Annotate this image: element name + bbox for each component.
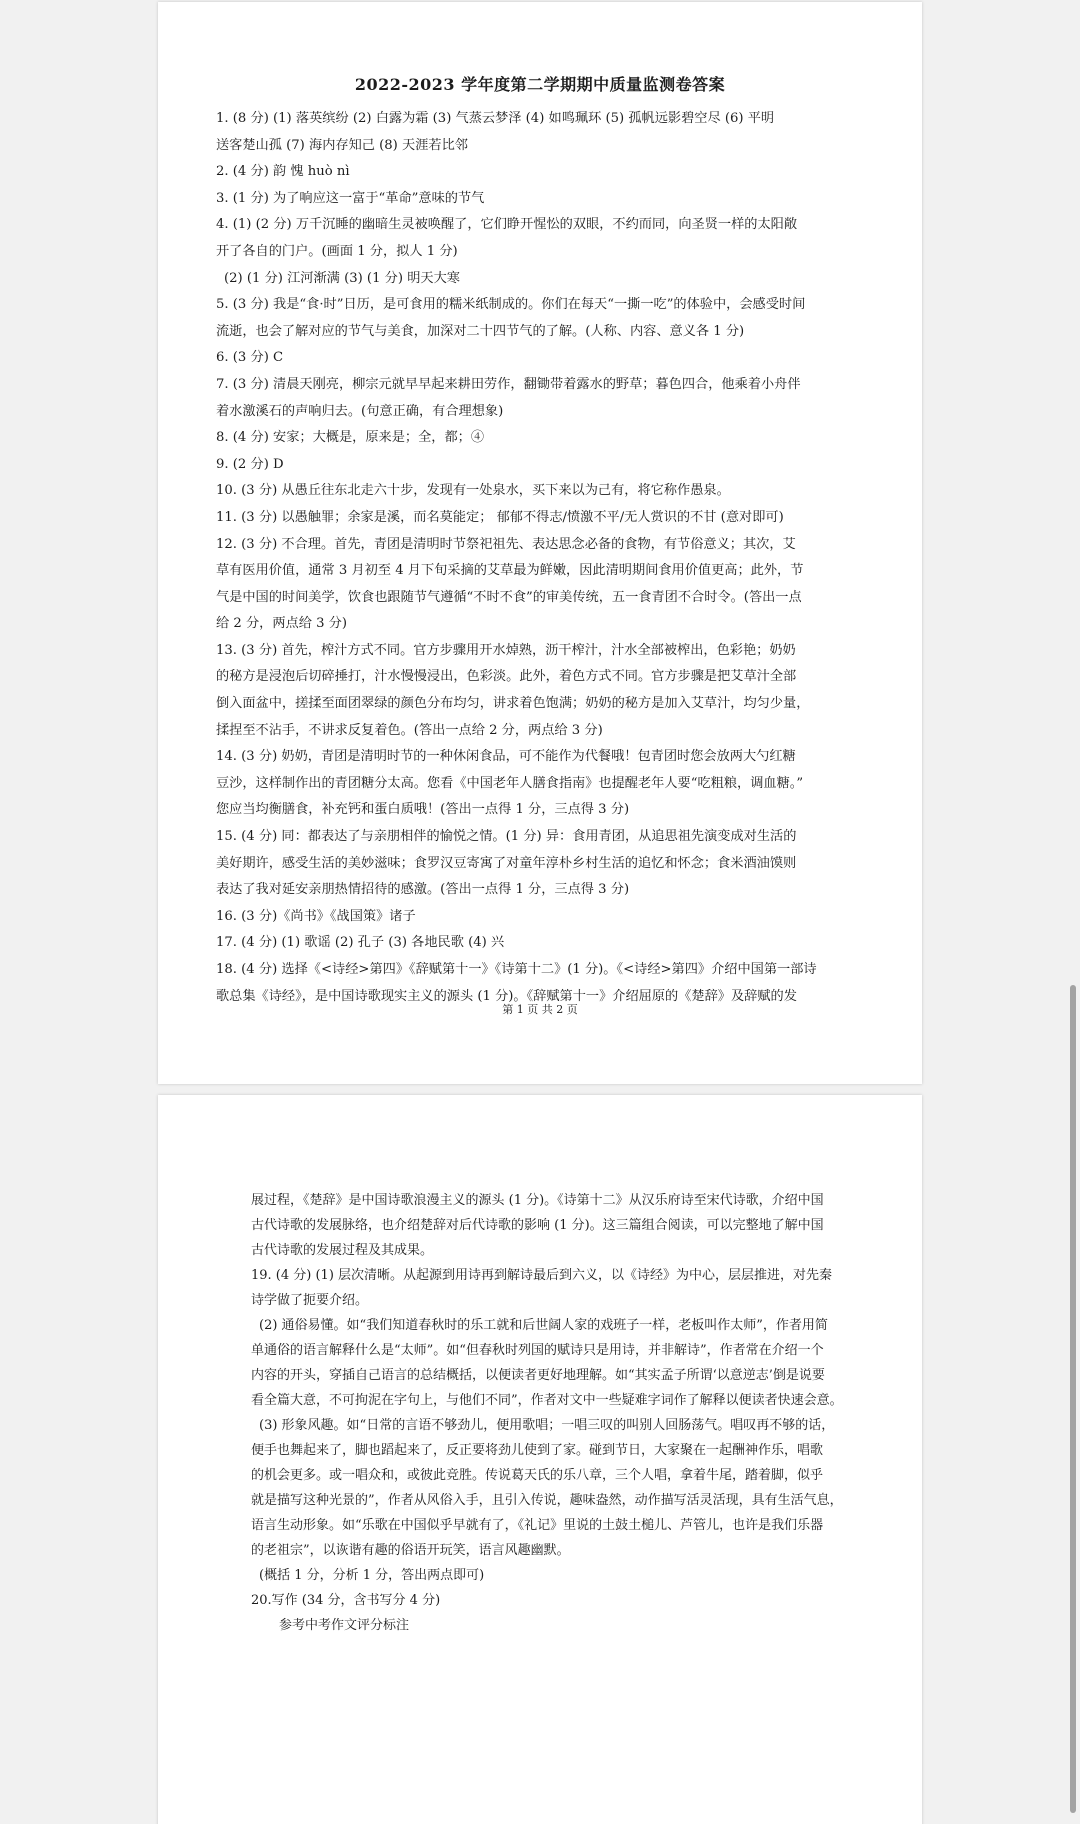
answer-line: 的秘方是浸泡后切碎捶打，汁水慢慢浸出，色彩淡。此外，着色方式不同。官方步骤是把艾草汁全部 — [216, 669, 797, 685]
answer-line: (2) (1 分) 江河渐满 (3) (1 分) 明天大寒 — [224, 270, 460, 286]
answer-line: (3) 形象风趣。如“日常的言语不够劲儿，便用歌唱；一唱三叹的叫别人回肠荡气。唱叹再不够的话， — [259, 1418, 835, 1433]
answer-line: 着水激溪石的声响归去。(句意正确，有合理想象) — [216, 403, 504, 419]
answer-line: 表达了我对延安亲朋热情招待的感激。(答出一点得 1 分，三点得 3 分) — [216, 882, 630, 898]
answer-line: 4. (1) (2 分) 万千沉睡的幽暗生灵被唤醒了，它们睁开惺忪的双眼，不约而同，向圣贤一样的太阳敞 — [216, 217, 798, 233]
answer-line: 20.写作 (34 分，含书写分 4 分) — [251, 1593, 441, 1608]
answer-line: 揉捏至不沾手，不讲求反复着色。(答出一点给 2 分，两点给 3 分) — [216, 722, 603, 738]
answer-line: 内容的开头，穿插自己语言的总结概括，以便读者更好地理解。如“其实孟子所谓‘以意逆志’倒是说要 — [251, 1368, 825, 1383]
answer-line: 3. (1 分) 为了响应这一富于“革命”意味的节气 — [216, 190, 485, 206]
answer-line: 8. (4 分) 安家；大概是，原来是；全，都；④ — [216, 430, 485, 446]
answer-line: 的机会更多。或一唱众和，或彼此竞胜。传说葛天氏的乐八章，三个人唱，拿着牛尾，踏着脚，似乎 — [251, 1468, 824, 1483]
answer-line: 15. (4 分) 同：都表达了与亲朋相伴的愉悦之情。(1 分) 异：食用青团，从追思祖先演变成对生活的 — [216, 829, 797, 845]
answer-line: 豆沙，这样制作出的青团糖分太高。您看《中国老年人膳食指南》也提醒老年人要“吃粗粮，调血糖。” — [216, 775, 804, 791]
answer-line: 7. (3 分) 清晨天刚亮，柳宗元就早早起来耕田劳作，翻锄带着露水的野草；暮色四合，他乘着小舟伴 — [216, 376, 801, 392]
answer-line: 1. (8 分) (1) 落英缤纷 (2) 白露为霜 (3) 气蒸云梦泽 (4) 如鸣珮环 (5) 孤帆远影碧空尽 (6) 平明 — [216, 111, 775, 126]
answer-text-page-1 — [216, 106, 828, 1010]
answer-line: 的老祖宗”，以诙谐有趣的俗语开玩笑，语言风趣幽默。 — [251, 1543, 570, 1558]
answer-line: 便手也舞起来了，脚也蹈起来了，反正要将劲儿使到了家。碰到节日，大家聚在一起酬神作乐，唱歌 — [251, 1443, 824, 1458]
answer-line: 草有医用价值，通常 3 月初至 4 月下旬采摘的艾草最为鲜嫩，因此清明期间食用价值更高；此外，节 — [216, 563, 804, 579]
answer-line: 倒入面盆中，搓揉至面团翠绿的颜色分布均匀，讲求着色饱满；奶奶的秘方是加入艾草汁，均匀少量， — [216, 696, 810, 712]
answer-line: 歌总集《诗经》，是中国诗歌现实主义的源头 (1 分)。《辞赋第十一》介绍屈原的《楚辞》及辞赋的发 — [216, 988, 797, 1004]
answer-line: 古代诗歌的发展过程及其成果。 — [251, 1243, 434, 1258]
answer-line: 17. (4 分) (1) 歌谣 (2) 孔子 (3) 各地民歌 (4) 兴 — [216, 935, 505, 951]
answer-line: 11. (3 分) 以愚触罪；余家是溪，而名莫能定； 郁郁不得志/愤激不平/无人赏识的不甘 (意对即可) — [216, 509, 784, 525]
answer-line: 古代诗歌的发展脉络，也介绍楚辞对后代诗歌的影响 (1 分)。这三篇组合阅读，可以完整地了解中国 — [251, 1218, 824, 1233]
answer-line: 诗学做了扼要介绍。 — [251, 1293, 369, 1308]
answer-line: 送客楚山孤 (7) 海内存知己 (8) 天涯若比邻 — [216, 137, 468, 153]
answer-line: 18. (4 分) 选择《<诗经>第四》《辞赋第十一》《诗第十二》(1 分)。《<诗经>第四》介绍中国第一部诗 — [216, 962, 817, 977]
answer-line: 气是中国的时间美学，饮食也跟随节气遵循“不时不食”的审美传统，五一食青团不合时令。(答出一点 — [216, 589, 802, 605]
answer-line: (2) 通俗易懂。如“我们知道春秋时的乐工就和后世阔人家的戏班子一样，老板叫作太师”，作者用简 — [259, 1318, 828, 1333]
answer-line: 看全篇大意，不可拘泥在字句上，与他们不同”，作者对文中一些疑难字词作了解释以便读者快速会意。 — [251, 1393, 843, 1408]
scrollbar-thumb[interactable] — [1070, 985, 1076, 1813]
answer-line: 单通俗的语言解释什么是“太师”。如“但春秋时列国的赋诗只是用诗，并非解诗”，作者常在介绍一个 — [251, 1343, 824, 1358]
vertical-scrollbar[interactable] — [1064, 0, 1080, 1824]
answer-line: (概括 1 分，分析 1 分，答出两点即可) — [259, 1568, 485, 1583]
answer-line: 流逝，也会了解对应的节气与美食，加深对二十四节气的了解。(人称、内容、意义各 1 分) — [216, 323, 745, 339]
answer-line: 13. (3 分) 首先，榨汁方式不同。官方步骤用开水焯熟，沥干榨汁，汁水全部被榨出，色彩艳；奶奶 — [216, 642, 796, 658]
answer-line: 16. (3 分)《尚书》《战国策》诸子 — [216, 908, 416, 924]
answer-line: 语言生动形象。如“乐歌在中国似乎早就有了，《礼记》里说的土鼓土槌儿、芦管儿，也许是我们乐器 — [251, 1518, 824, 1533]
answer-line: 开了各自的门户。(画面 1 分，拟人 1 分) — [216, 243, 458, 259]
answer-line: 参考中考作文评分标注 — [279, 1618, 410, 1633]
answer-line: 12. (3 分) 不合理。首先，青团是清明时节祭祀祖先、表达思念必备的食物，有节俗意义；其次，艾 — [216, 536, 796, 552]
answer-line: 5. (3 分) 我是“食·时”日历，是可食用的糯米纸制成的。你们在每天“一撕一吃”的体验中，会感受时间 — [216, 297, 806, 313]
answer-line: 就是描写这种光景的”，作者从风俗入手，且引入传说，趣味盎然，动作描写活灵活现，具有生活气息， — [251, 1493, 843, 1508]
answer-line: 您应当均衡膳食，补充钙和蛋白质哦！(答出一点得 1 分，三点得 3 分) — [216, 802, 630, 818]
answer-line: 2. (4 分) 韵 愧 huò nì — [216, 164, 350, 180]
answer-text-page-2 — [251, 1188, 851, 1638]
answer-line: 展过程，《楚辞》是中国诗歌浪漫主义的源头 (1 分)。《诗第十二》从汉乐府诗至宋代诗歌，介绍中国 — [251, 1193, 824, 1208]
answer-line: 美好期许，感受生活的美妙滋味；食罗汉豆寄寓了对童年淳朴乡村生活的追忆和怀念；食米酒油馍则 — [216, 855, 797, 871]
answer-line: 19. (4 分) (1) 层次清晰。从起源到用诗再到解诗最后到六义，以《诗经》为中心，层层推进，对先秦 — [251, 1268, 833, 1283]
answer-line: 10. (3 分) 从愚丘往东北走六十步，发现有一处泉水，买下来以为己有，将它称作愚泉。 — [216, 483, 730, 499]
pdf-page-2 — [158, 1095, 922, 1824]
answer-line: 6. (3 分) C — [216, 350, 284, 366]
page-number-footer: 第 1 页 共 2 页 — [502, 1003, 578, 1016]
document-title: 2022-2023 学年度第二学期期中质量监测卷答案 — [354, 75, 726, 94]
answer-line: 9. (2 分) D — [216, 456, 284, 472]
pdf-page-1 — [158, 2, 922, 1084]
answer-line: 给 2 分，两点给 3 分) — [216, 616, 348, 632]
answer-line: 14. (3 分) 奶奶，青团是清明时节的一种休闲食品，可不能作为代餐哦！包青团时您会放两大勺红糖 — [216, 749, 796, 765]
